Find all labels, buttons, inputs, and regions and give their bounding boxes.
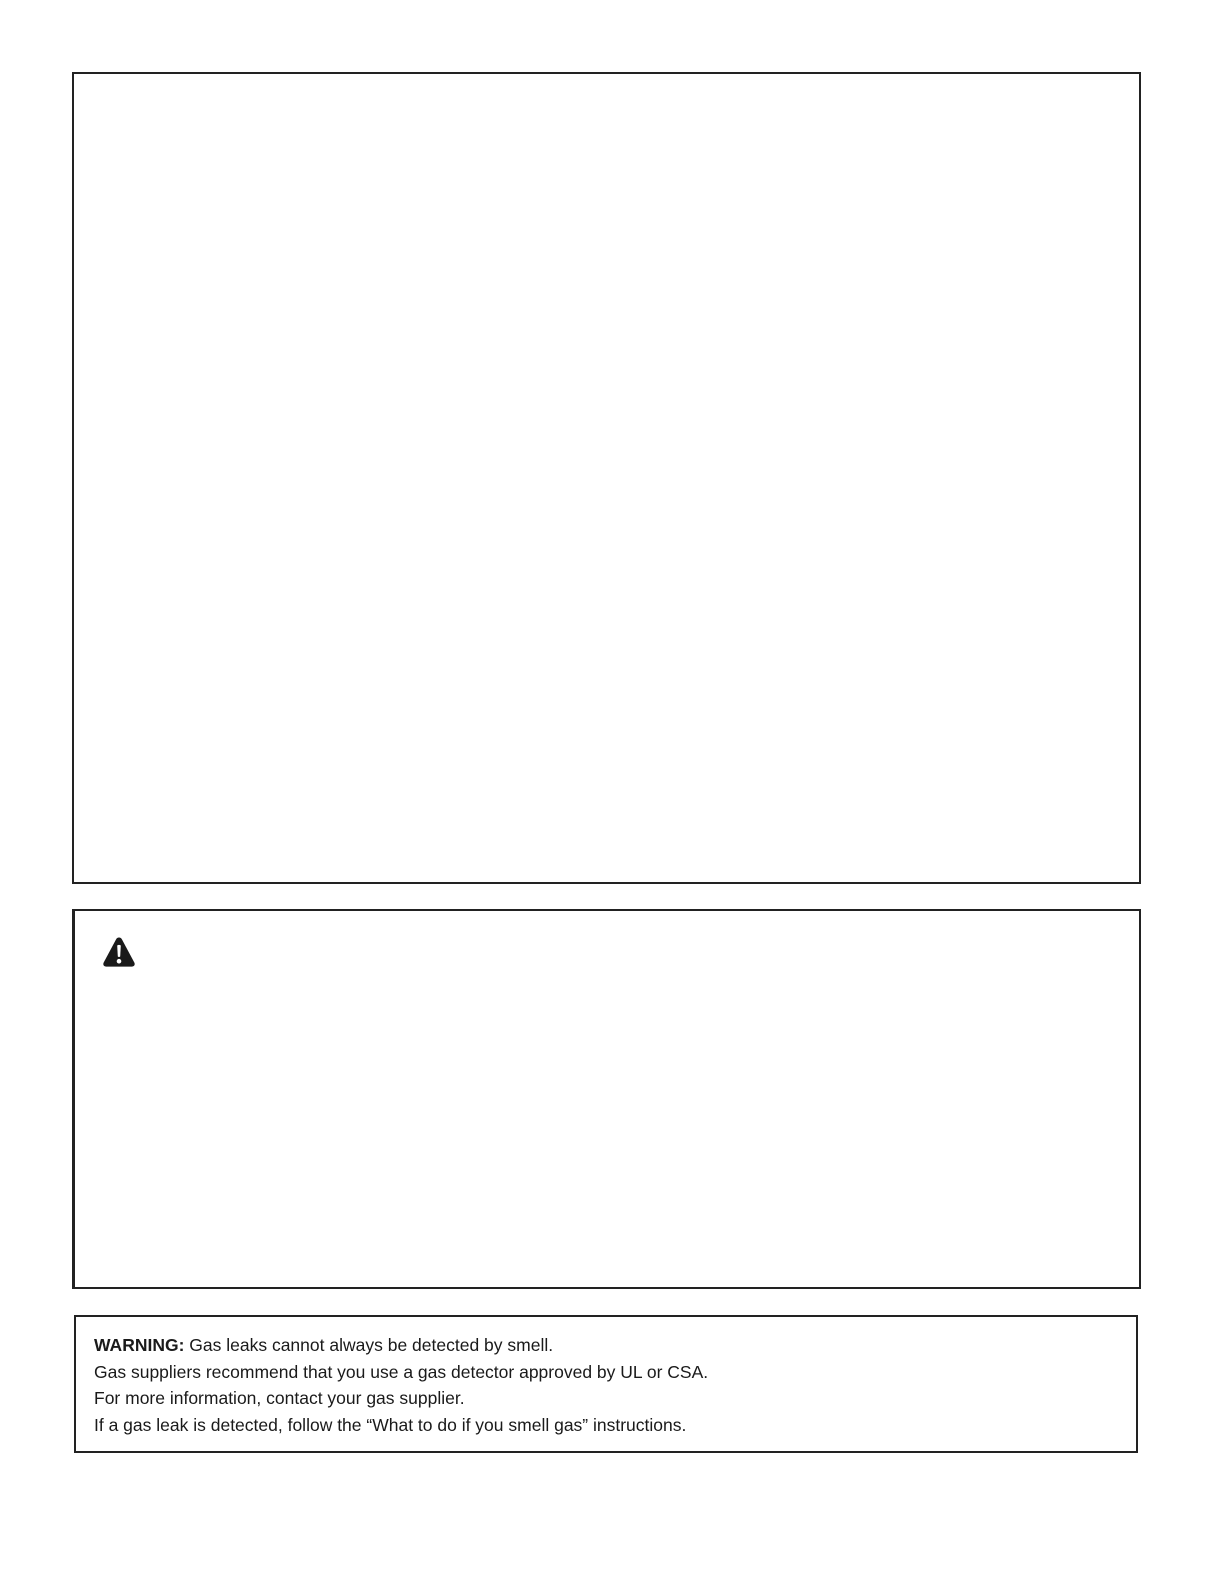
safety-message-frame xyxy=(72,909,1141,1289)
gas-warning-line-4: If a gas leak is detected, follow the “What to do if you smell gas” instructions. xyxy=(94,1414,687,1435)
gas-warning-line-1-text: Gas leaks cannot always be detected by smell. xyxy=(189,1335,554,1355)
warning-label: WARNING: xyxy=(94,1335,185,1355)
gas-warning-line-3: For more information, contact your gas supplier. xyxy=(94,1388,465,1409)
gas-warning-text xyxy=(94,1332,708,1438)
gas-warning-line-1 xyxy=(94,1332,708,1359)
warning-triangle-icon xyxy=(102,936,136,968)
gas-warning-box xyxy=(74,1315,1138,1453)
empty-content-frame xyxy=(72,72,1141,884)
gas-warning-line-2: Gas suppliers recommend that you use a gas detector approved by UL or CSA. xyxy=(94,1361,709,1382)
